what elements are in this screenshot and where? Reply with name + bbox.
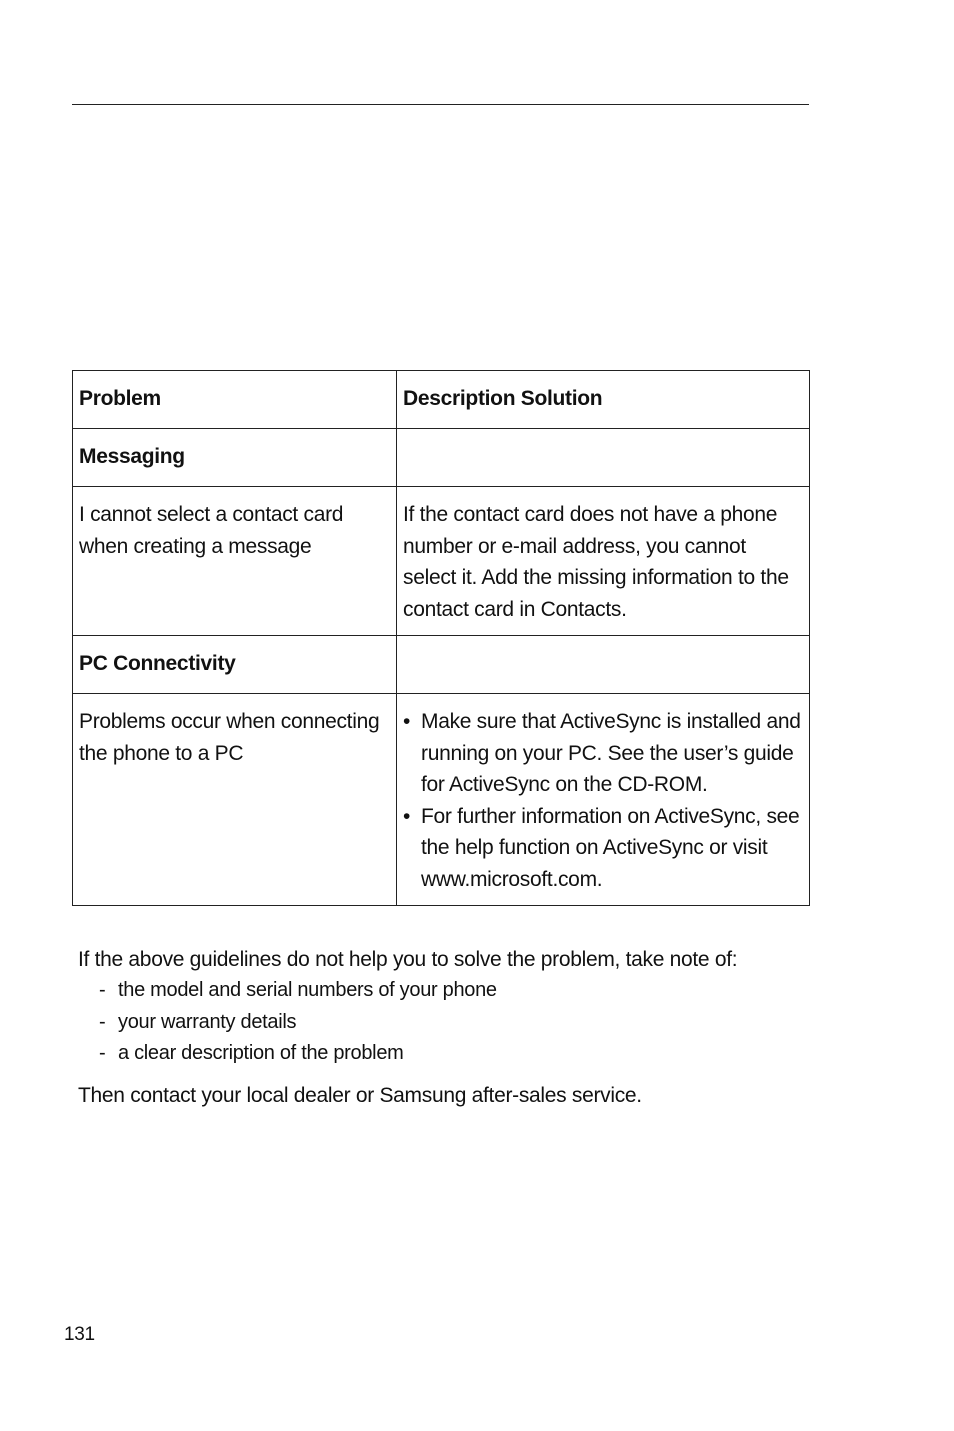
notes-outro: Then contact your local dealer or Samsung after-sales service. — [78, 1083, 642, 1107]
table-row — [73, 694, 810, 906]
section-row-messaging — [73, 429, 810, 487]
notes-section — [78, 944, 808, 1111]
section-row-pc-connectivity — [73, 636, 810, 694]
bullet-icon: • — [403, 804, 411, 828]
section-title: PC Connectivity — [73, 636, 397, 694]
notes-intro: If the above guidelines do not help you to solve the problem, take note of: — [78, 948, 738, 971]
section-empty-cell — [397, 636, 810, 694]
solution-cell: If the contact card does not have a phone number or e-mail address, you cannot select it. Add the missing information to the contact card in Contacts. — [397, 487, 810, 636]
list-item — [78, 1007, 808, 1039]
header-rule — [72, 104, 809, 105]
dash-icon: - — [99, 1042, 106, 1064]
section-empty-cell — [397, 429, 810, 487]
bullet-text: For further information on ActiveSync, see the help function on ActiveSync or visit www.microsoft.com. — [421, 804, 800, 891]
header-solution: Description Solution — [397, 371, 810, 429]
note-text: the model and serial numbers of your phone — [118, 979, 497, 1001]
bullet-text: Make sure that ActiveSync is installed and running on your PC. See the user’s guide for ActiveSync on the CD-ROM. — [421, 710, 801, 796]
note-text: a clear description of the problem — [118, 1042, 404, 1064]
problem-cell: I cannot select a contact card when creating a message — [73, 487, 397, 636]
problem-cell: Problems occur when connecting the phone to a PC — [73, 694, 397, 906]
dash-icon: - — [99, 979, 106, 1001]
solution-bullet-list — [403, 706, 803, 895]
header-problem: Problem — [73, 371, 397, 429]
bullet-icon: • — [403, 710, 411, 733]
list-item — [403, 801, 803, 896]
page-number: 131 — [64, 1324, 95, 1345]
troubleshooting-table — [72, 370, 810, 906]
dash-icon: - — [99, 1010, 106, 1033]
notes-list — [78, 975, 808, 1070]
table-header-row — [73, 371, 810, 429]
solution-cell — [397, 694, 810, 906]
table-row — [73, 487, 810, 636]
note-text: your warranty details — [118, 1010, 297, 1033]
list-item — [78, 1038, 808, 1070]
section-title: Messaging — [73, 429, 397, 487]
list-item — [403, 706, 803, 801]
list-item — [78, 975, 808, 1007]
